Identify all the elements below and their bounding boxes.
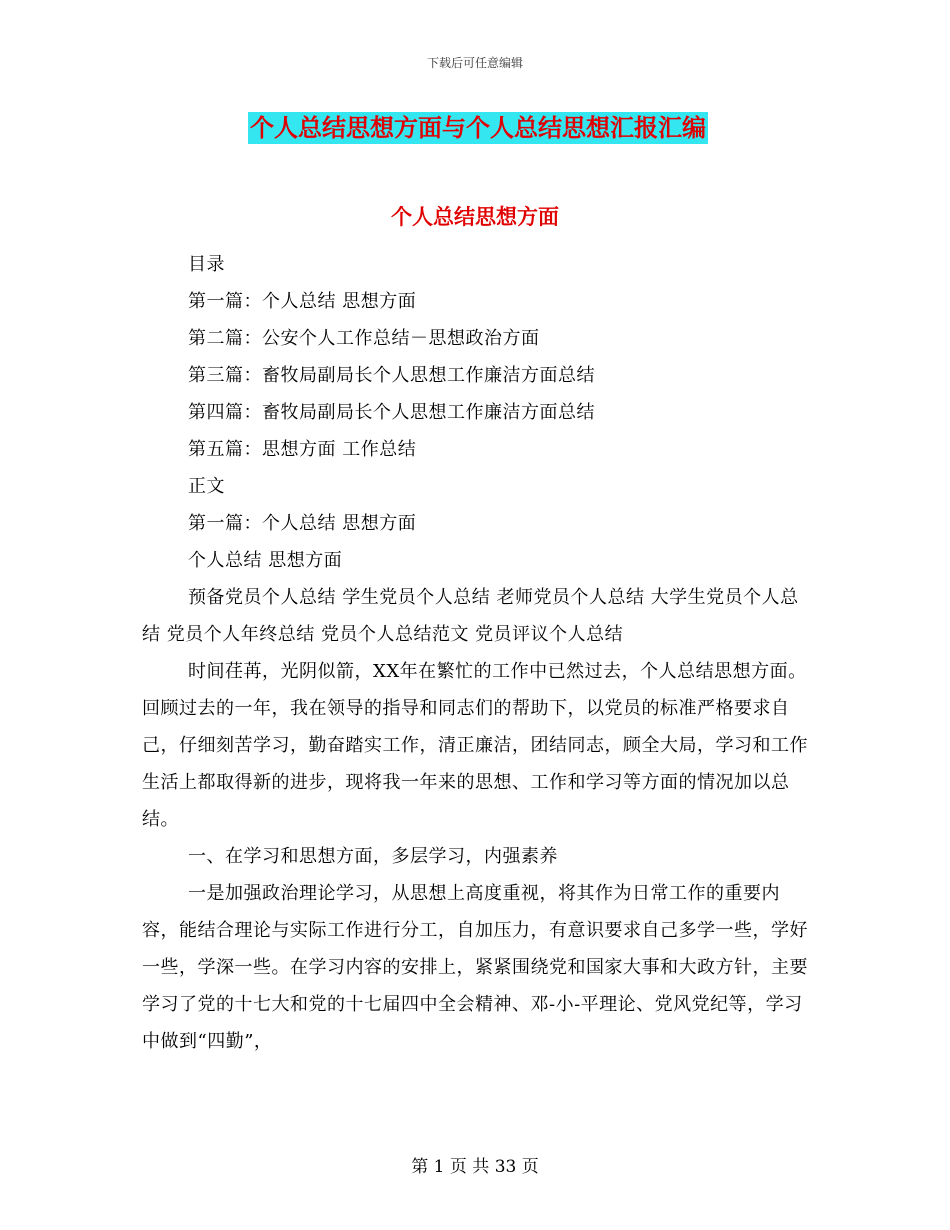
body-heading: 正文 [188, 476, 225, 497]
toc-item: 第五篇：思想方面 工作总结 [188, 439, 417, 460]
document-title: 个人总结思想方面与个人总结思想汇报汇编 [250, 114, 706, 142]
paragraph-keywords: 预备党员个人总结 学生党员个人总结 老师党员个人总结 大学生党员个人总结 党员个人年终总结 党员个人总结范文 党员评议个人总结 [142, 587, 799, 645]
paragraph-study: 一是加强政治理论学习，从思想上高度重视，将其作为日常工作的重要内容，能结合理论与实际工作进行分工，自加压力，有意识要求自己多学一些，学好一些，学深一些。在学习内容的安排上，紧紧围绕党和国家大事和大政方针，主要学习了党的十七大和党的十七届四中全会精神、邓-小-平理论、党风党纪等，学习中做到“四勤”， [142, 883, 808, 1052]
toc-item: 第三篇：畜牧局副局长个人思想工作廉洁方面总结 [188, 365, 595, 386]
document-subtitle: 个人总结思想方面 [391, 205, 559, 229]
page-header-note: 下载后可任意编辑 [426, 56, 523, 70]
toc-item: 第二篇：公安个人工作总结－思想政治方面 [188, 328, 540, 349]
section-title: 个人总结 思想方面 [188, 550, 343, 571]
paragraph-intro: 时间荏苒，光阴似箭，XX年在繁忙的工作中已然过去，个人总结思想方面。回顾过去的一年，我在领导的指导和同志们的帮助下，以党员的标准严格要求自己，仔细刻苦学习，勤奋踏实工作，清正廉洁，团结同志，顾全大局，学习和工作生活上都取得新的进步，现将我一年来的思想、工作和学习等方面的情况加以总结。 [142, 661, 808, 830]
toc-heading: 目录 [188, 254, 225, 275]
paragraph-heading: 一、在学习和思想方面，多层学习，内强素养 [188, 846, 558, 867]
toc-item: 第四篇：畜牧局副局长个人思想工作廉洁方面总结 [188, 402, 595, 423]
toc-item: 第一篇：个人总结 思想方面 [188, 291, 417, 312]
chapter-title: 第一篇：个人总结 思想方面 [188, 513, 417, 534]
page-footer: 第 1 页 共 33 页 [411, 1157, 539, 1177]
document-body [142, 246, 810, 1060]
